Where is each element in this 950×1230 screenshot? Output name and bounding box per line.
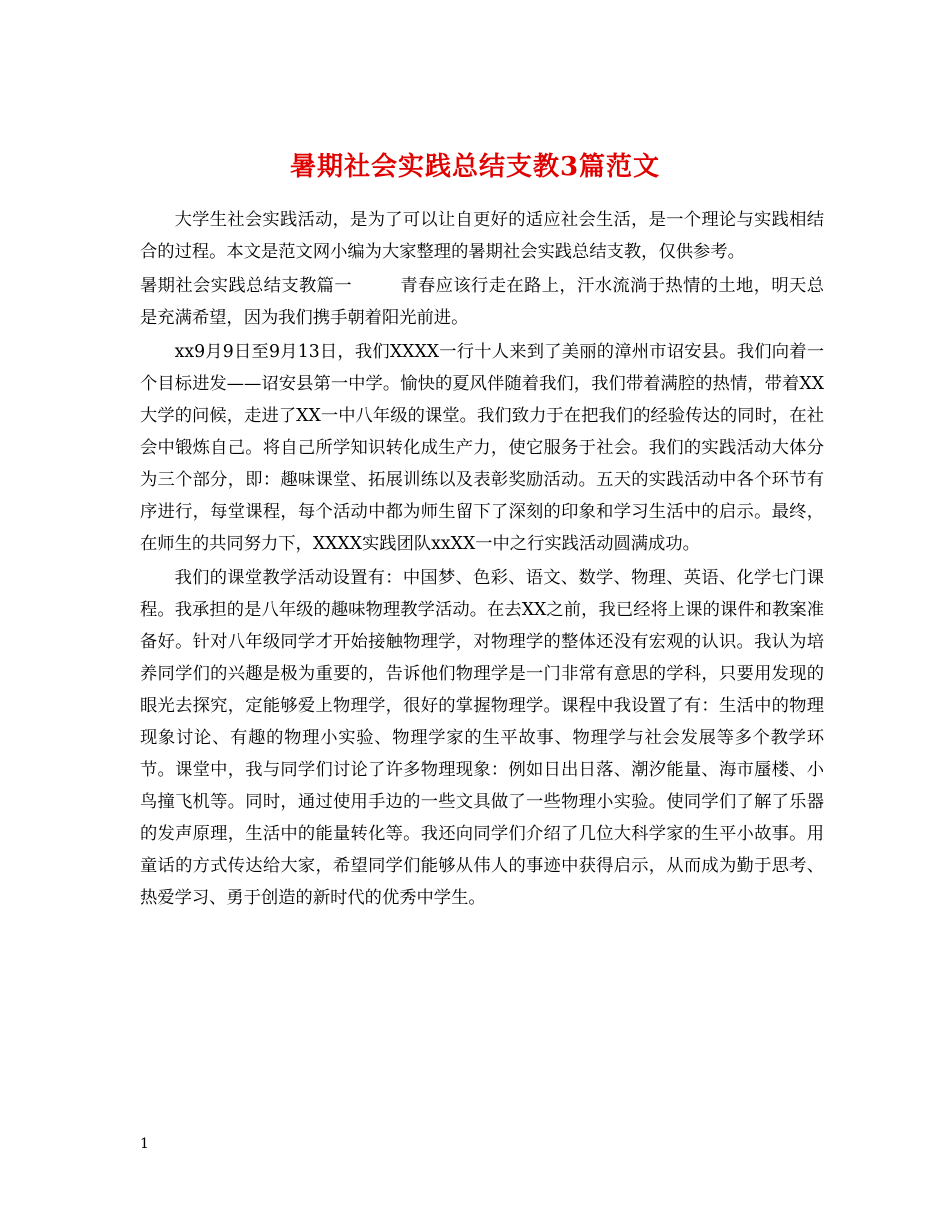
body-paragraph-1: xx9月9日至9月13日，我们XXXX一行十人来到了美丽的漳州市诏安县。我们向着一个目标进发——诏安县第一中学。愉快的夏风伴随着我们，我们带着满腔的热情，带着XX大学的问候，走进了XX一中八年级的课堂。我们致力于在把我们的经验传达的同时，在社会中锻炼自己。将自己所学知识转化成生产力，使它服务于社会。我们的实践活动大体分为三个部分，即：趣味课堂、拓展训练以及表彰奖励活动。五天的实践活动中各个环节有序进行，每堂课程，每个活动中都为师生留下了深刻的印象和学习生活中的启示。最终，在师生的共同努力下，XXXX实践团队xxXX一中之行实践活动圆满成功。 bbox=[140, 342, 824, 554]
chapter-heading: 暑期社会实践总结支教篇一 bbox=[140, 276, 352, 296]
chapter-opening: 青春应该行走在路上，汗水流淌于热情的土地，明天总是充满希望，因为我们携手朝着阳光前进。 bbox=[140, 276, 824, 328]
page-number: 1 bbox=[140, 1136, 149, 1152]
document-body bbox=[140, 204, 824, 914]
intro-paragraph: 大学生社会实践活动，是为了可以让自更好的适应社会生活，是一个理论与实践相结合的过程。本文是范文网小编为大家整理的暑期社会实践总结支教，仅供参考。 bbox=[140, 210, 824, 262]
document-title: 暑期社会实践总结支教3篇范文 bbox=[289, 152, 661, 183]
chapter-paragraph bbox=[140, 270, 824, 334]
body-paragraph-2: 我们的课堂教学活动设置有：中国梦、色彩、语文、数学、物理、英语、化学七门课程。我承担的是八年级的趣味物理教学活动。在去XX之前，我已经将上课的课件和教案准备好。针对八年级同学才开始接触物理学，对物理学的整体还没有宏观的认识。我认为培养同学们的兴趣是极为重要的，告诉他们物理学是一门非常有意思的学科，只要用发现的眼光去探究，定能够爱上物理学，很好的掌握物理学。课程中我设置了有：生活中的物理现象讨论、有趣的物理小实验、物理学家的生平故事、物理学与社会发展等多个教学环节。课堂中，我与同学们讨论了许多物理现象：例如日出日落、潮汐能量、海市蜃楼、小鸟撞飞机等。同时，通过使用手边的一些文具做了一些物理小实验。使同学们了解了乐器的发声原理，生活中的能量转化等。我还向同学们介绍了几位大科学家的生平小故事。用童话的方式传达给大家，希望同学们能够从伟人的事迹中获得启示，从而成为勤于思考、热爱学习、勇于创造的新时代的优秀中学生。 bbox=[140, 568, 824, 908]
